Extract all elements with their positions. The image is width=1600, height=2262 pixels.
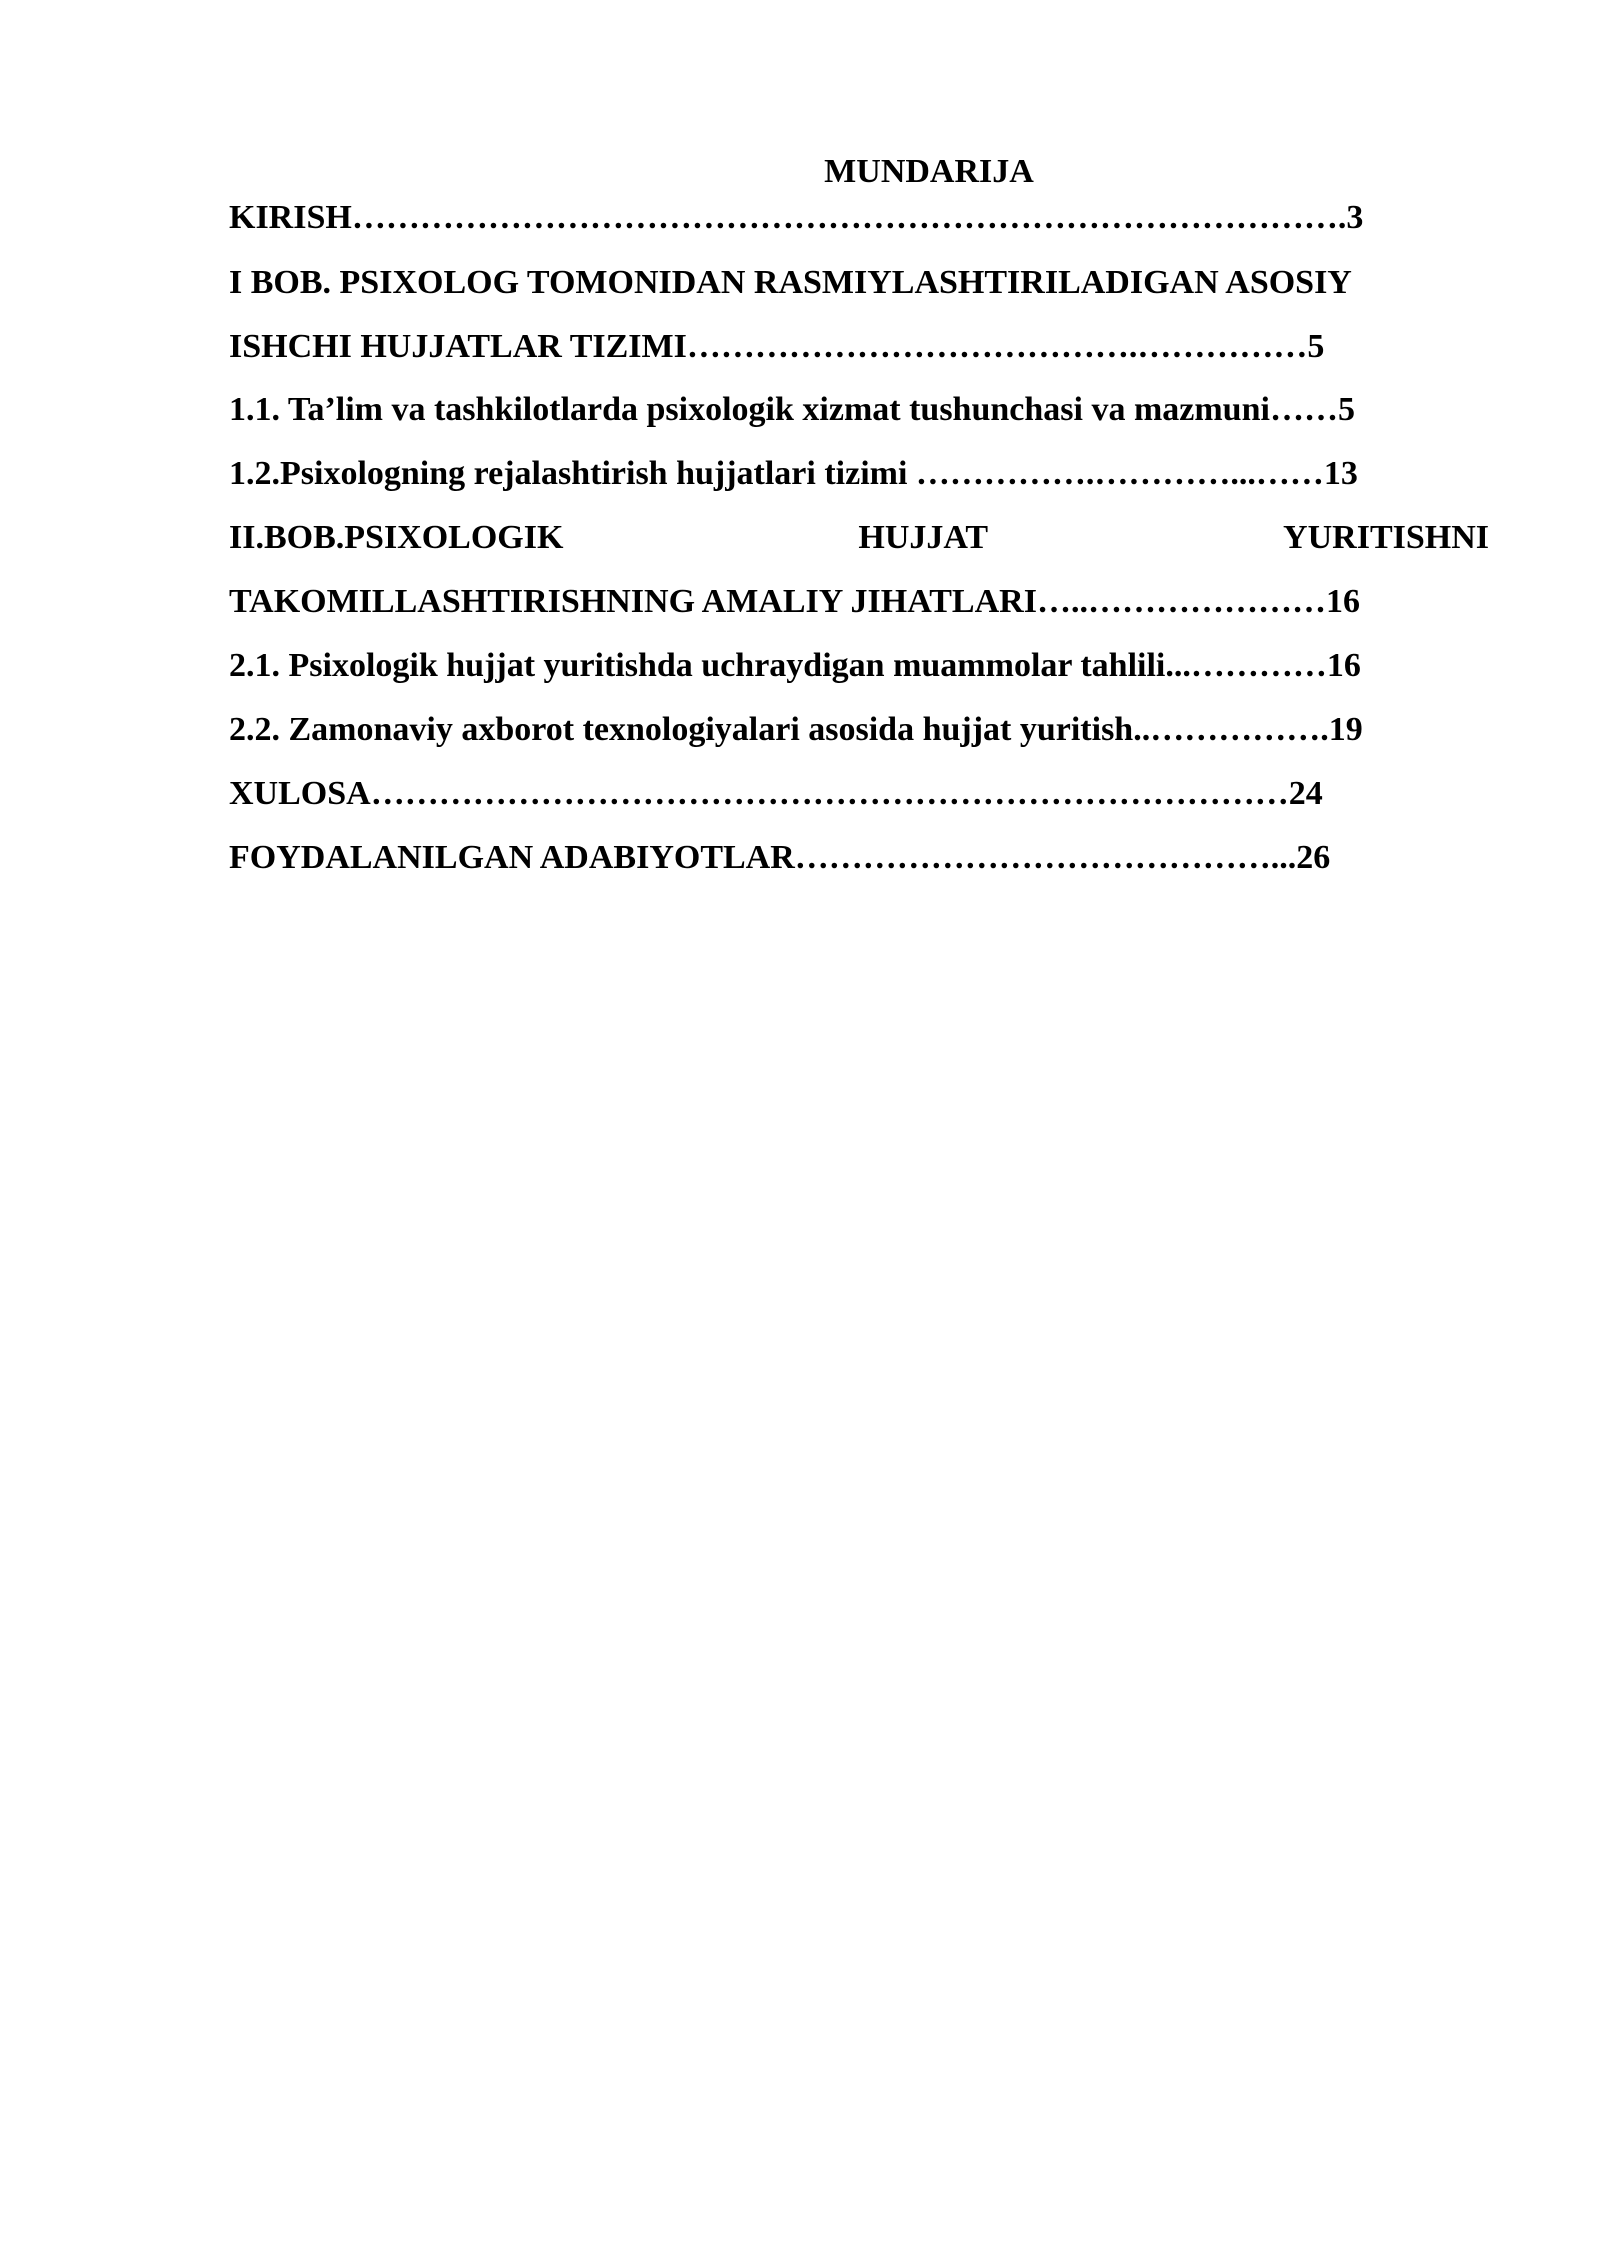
toc-entry-introduction: KIRISH…………………………………………………………………………….3 (229, 199, 1364, 236)
toc-entry-chapter-2-part-2: HUJJAT (858, 519, 989, 556)
toc-entry-section-1-2: 1.2.Psixologning rejalashtirish hujjatlari tizimi …………….…………...……13 (229, 455, 1358, 492)
toc-entry-section-2-2: 2.2. Zamonaviy axborot texnologiyalari asosida hujjat yuritish..…………….19 (229, 711, 1363, 748)
toc-entry-chapter-2-heading-cont: TAKOMILLASHTIRISHNING AMALIY JIHATLARI…..…………………16 (229, 583, 1360, 620)
toc-entry-chapter-2-part-3: YURITISHNI (1283, 519, 1489, 556)
toc-entry-chapter-1-heading-cont: ISHCHI HUJJATLAR TIZIMI………………………………….……………5 (229, 328, 1325, 365)
toc-entry-section-1-1: 1.1. Ta’lim va tashkilotlarda psixologik xizmat tushunchasi va mazmuni……5 (229, 391, 1355, 428)
toc-title: MUNDARIJA (824, 153, 1034, 190)
table-of-contents (229, 148, 1489, 879)
toc-entry-chapter-2-part-1: II.BOB.PSIXOLOGIK (229, 519, 564, 556)
toc-entry-chapter-1-heading: I BOB. PSIXOLOG TOMONIDAN RASMIYLASHTIRILADIGAN ASOSIY (229, 264, 1352, 301)
toc-entry-chapter-2-heading (229, 516, 1489, 559)
toc-entry-references: FOYDALANILGAN ADABIYOTLAR……………………………………...26 (229, 839, 1331, 876)
toc-entry-section-2-1: 2.1. Psixologik hujjat yuritishda uchraydigan muammolar tahlili...…………16 (229, 647, 1361, 684)
toc-entry-conclusion: XULOSA………………………………………………………………………24 (229, 775, 1323, 812)
